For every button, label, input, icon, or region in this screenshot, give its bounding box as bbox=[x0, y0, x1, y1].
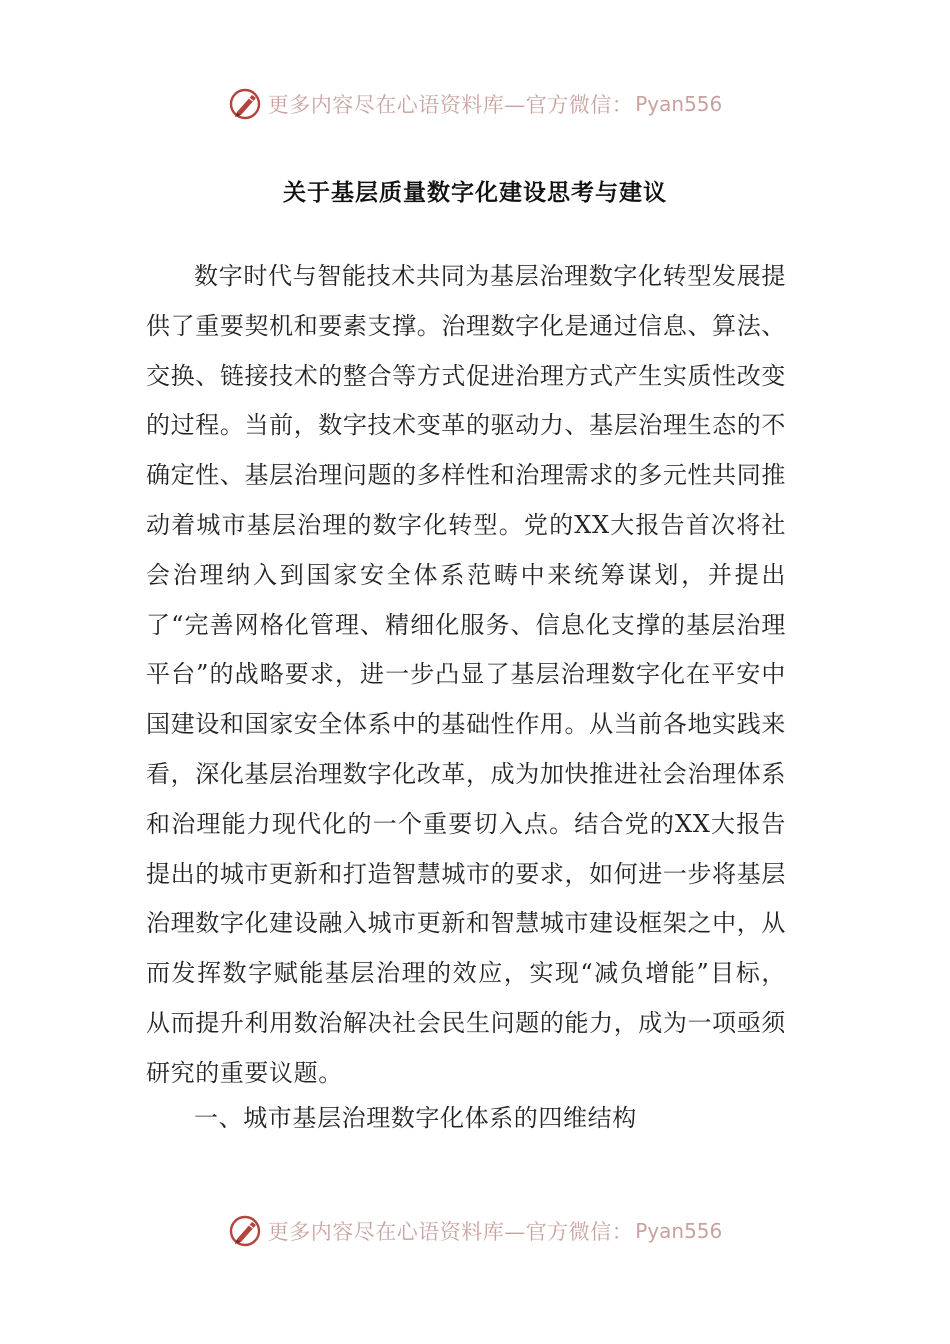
watermark-text: 更多内容尽在心语资料库—官方微信： bbox=[267, 1220, 634, 1244]
pen-logo-icon bbox=[228, 86, 264, 122]
watermark-header bbox=[0, 82, 950, 126]
watermark-text: 更多内容尽在心语资料库—官方微信： bbox=[267, 93, 634, 117]
body-paragraph: 数字时代与智能技术共同为基层治理数字化转型发展提供了重要契机和要素支撑。治理数字化是通过信息、算法、交换、链接技术的整合等方式促进治理方式产生实质性改变的过程。当前，数字技术变革的驱动力、基层治理生态的不确定性、基层治理问题的多样性和治理需求的多元性共同推动着城市基层治理的数字化转型。党的XX大报告首次将社会治理纳入到国家安全体系范畴中来统筹谋划，并提出了“完善网格化管理、精细化服务、信息化支撑的基层治理平台”的战略要求，进一步凸显了基层治理数字化在平安中国建设和国家安全体系中的基础性作用。从当前各地实践来看，深化基层治理数字化改革，成为加快推进社会治理体系和治理能力现代化的一个重要切入点。结合党的XX大报告提出的城市更新和打造智慧城市的要求，如何进一步将基层治理数字化建设融入城市更新和智慧城市建设框架之中，从而发挥数字赋能基层治理的效应，实现“减负增能”目标，从而提升利用数治解决社会民生问题的能力，成为一项亟须研究的重要议题。 bbox=[146, 262, 786, 1087]
section-heading: 一、城市基层治理数字化体系的四维结构 bbox=[194, 1104, 637, 1132]
document-title: 关于基层质量数字化建设思考与建议 bbox=[283, 180, 667, 206]
watermark-footer bbox=[0, 1209, 950, 1253]
pen-logo-icon bbox=[228, 1213, 264, 1249]
watermark-wechat-id: Pyan556 bbox=[635, 92, 723, 116]
watermark-wechat-id: Pyan556 bbox=[635, 1219, 723, 1243]
